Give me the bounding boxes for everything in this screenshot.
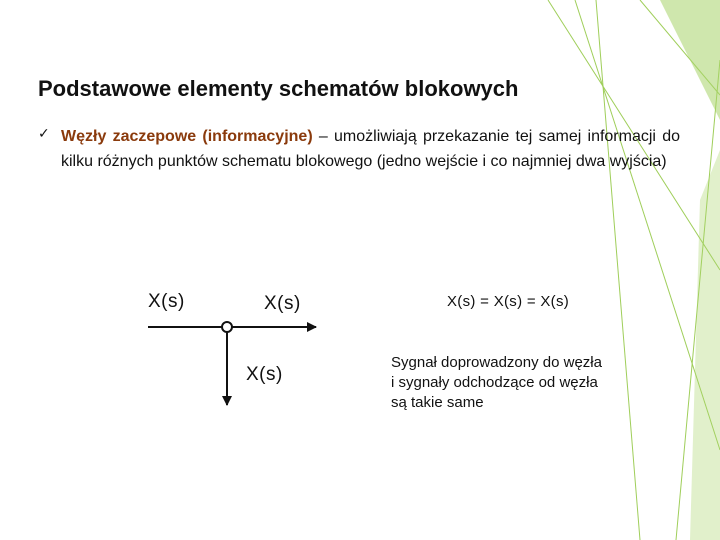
bullet-description: – umożliwiają przekazanie tej samej informacji do kilku różnych punktów schematu blokowego (jedno wejście i co najmniej dwa wyjścia) <box>61 128 681 170</box>
slide-title: Podstawowe elementy schematów blokowych <box>38 76 519 101</box>
checkmark-icon: ✓ <box>38 126 50 142</box>
note-line: i sygnały odchodzące od węzła <box>391 374 598 391</box>
bullet-item <box>38 124 680 174</box>
explanation-note <box>391 353 602 413</box>
signal-equation: X(s) = X(s) = X(s) <box>447 293 570 310</box>
note-line: Sygnał doprowadzony do węzła <box>391 354 602 371</box>
output-down-label: X(s) <box>246 364 283 385</box>
output-right-label: X(s) <box>264 293 301 314</box>
bullet-term: Węzły zaczepowe (informacyjne) <box>61 128 313 145</box>
note-line: są takie same <box>391 394 484 411</box>
input-signal-label: X(s) <box>148 291 185 312</box>
bullet-text <box>61 124 680 174</box>
